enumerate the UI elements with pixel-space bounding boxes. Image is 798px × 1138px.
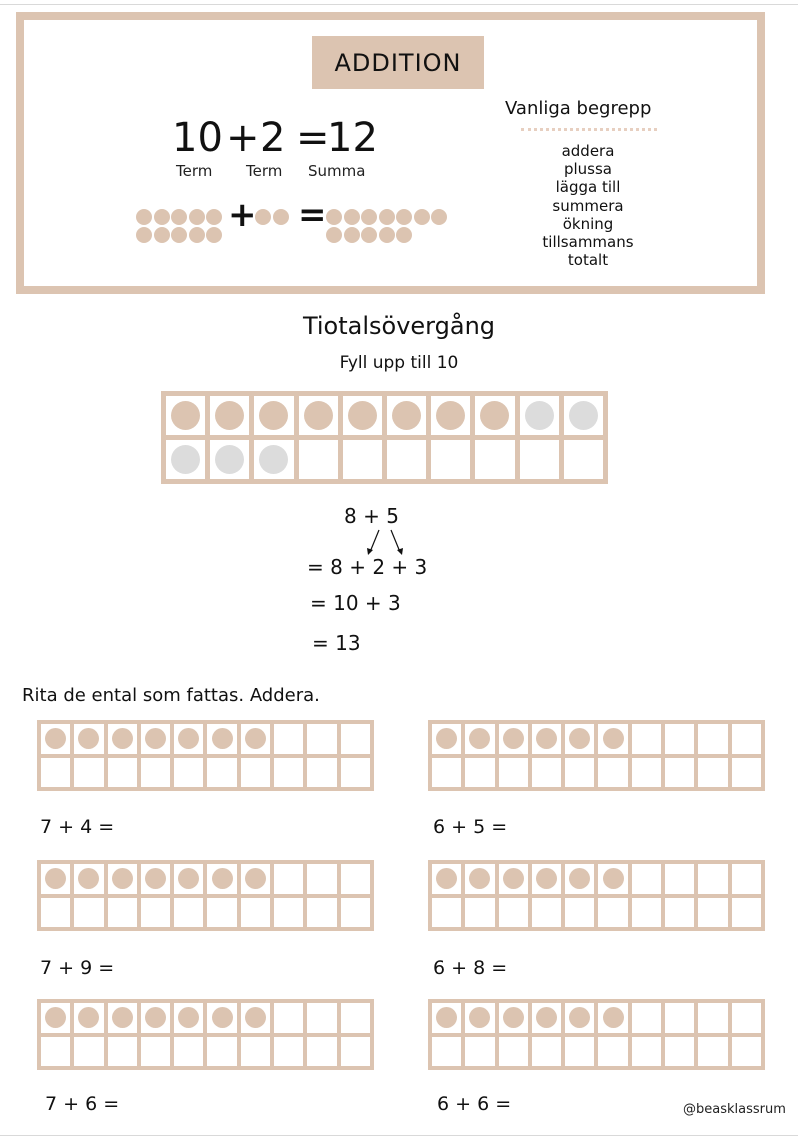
exercise-frame-cell [41,898,70,928]
exercise-frame-cell [465,864,494,894]
exercise-frame-cell [499,1037,528,1067]
exercise-frame-cell [598,758,627,788]
counter [112,728,133,749]
exercise-frame-cell [274,898,303,928]
exercise-frame-cell [307,758,336,788]
exercise-frame-cell [141,724,170,754]
counter [178,728,199,749]
exercise-frame-cell [632,864,661,894]
counter [569,1007,590,1028]
vocabulary-list [508,142,668,269]
added-counter [171,445,200,474]
exercise-frame-cell [207,898,236,928]
exercise-frame-cell [341,898,370,928]
exercise-frame-cell [732,758,761,788]
exercise-frame-cell [732,1037,761,1067]
exercise-frame-cell [108,758,137,788]
exercise-frame-cell [108,724,137,754]
vocabulary-divider [521,128,657,131]
exercise-frame-cell [207,864,236,894]
exercise-frame-cell [241,758,270,788]
exercise-frame-cell [532,1037,561,1067]
counter [112,868,133,889]
added-counter [525,401,554,430]
exercise-frame-cell [432,758,461,788]
example-line-1: 8 + 5 [344,504,399,528]
counter [45,868,66,889]
exercise-frame-cell [465,724,494,754]
exercise-problem: 6 + 8 = [433,957,508,979]
example-frame-cell [299,440,338,479]
exercise-frame-cell [307,1003,336,1033]
equation-sum: 12 [327,115,378,161]
counter [178,868,199,889]
exercise-frame-cell [665,864,694,894]
vocabulary-word: lägga till [555,178,621,197]
exercise-frame-cell [532,724,561,754]
dot-model-equals: = [298,195,327,235]
exercise-frame-cell [307,724,336,754]
exercise-frame-cell [241,724,270,754]
exercise-frame-cell [174,724,203,754]
exercise-frame-cell [274,864,303,894]
exercise-frame-cell [465,1003,494,1033]
exercise-ten-frame [428,999,765,1070]
counter [178,1007,199,1028]
exercise-frame-cell [207,1003,236,1033]
exercise-frame-cell [108,898,137,928]
exercise-frame-cell [41,724,70,754]
added-counter [215,445,244,474]
exercise-frame-cell [698,1003,727,1033]
exercise-frame-cell [108,1037,137,1067]
counter [78,728,99,749]
exercise-frame-cell [141,1037,170,1067]
counter [503,868,524,889]
exercise-frame-cell [732,724,761,754]
term2-dot [255,209,271,225]
example-line-3: = 10 + 3 [310,591,401,615]
example-frame-cell [475,440,514,479]
exercise-frame-cell [632,724,661,754]
exercise-frame-cell [499,864,528,894]
counter [480,401,509,430]
exercise-frame-cell [174,758,203,788]
example-line-2: = 8 + 2 + 3 [307,555,428,579]
sum-dot [431,209,447,225]
exercise-frame-cell [174,898,203,928]
section-title: Tiotalsövergång [302,312,496,340]
example-frame-cell [387,396,426,435]
exercise-frame-cell [565,898,594,928]
counter [469,728,490,749]
exercise-frame-cell [598,724,627,754]
counter [436,401,465,430]
exercise-frame-cell [465,758,494,788]
exercise-frame-cell [207,724,236,754]
exercise-frame-cell [274,1003,303,1033]
example-frame-cell [520,440,559,479]
exercise-frame-cell [141,758,170,788]
exercise-frame-cell [665,1003,694,1033]
vocabulary-word: plussa [563,160,613,179]
term1-dot [189,227,205,243]
sum-dot [344,209,360,225]
counter [145,1007,166,1028]
example-frame-cell [254,396,293,435]
exercise-frame-cell [598,864,627,894]
exercise-frame-cell [499,898,528,928]
exercise-frame-cell [141,1003,170,1033]
term1-dot [136,209,152,225]
term1-dot [136,227,152,243]
exercise-frame-cell [41,1037,70,1067]
exercise-frame-cell [141,898,170,928]
exercise-frame-cell [665,898,694,928]
exercise-frame-cell [632,898,661,928]
exercise-frame-cell [665,1037,694,1067]
example-frame-cell [564,396,603,435]
counter [436,728,457,749]
exercise-instruction: Rita de ental som fattas. Addera. [22,685,320,706]
exercise-frame-cell [241,898,270,928]
counter [348,401,377,430]
exercise-frame-cell [432,1037,461,1067]
exercise-frame-cell [698,898,727,928]
equation-term2: 2 [260,115,286,161]
counter [503,728,524,749]
exercise-frame-cell [341,1037,370,1067]
exercise-frame-cell [732,898,761,928]
top-rule [0,4,798,5]
counter [78,868,99,889]
exercise-frame-cell [41,758,70,788]
counter [503,1007,524,1028]
exercise-frame-cell [632,758,661,788]
exercise-frame-cell [598,1003,627,1033]
exercise-frame-cell [499,724,528,754]
counter [245,1007,266,1028]
exercise-frame-cell [307,1037,336,1067]
exercise-frame-cell [141,864,170,894]
exercise-frame-cell [598,898,627,928]
term1-dot [154,209,170,225]
sum-dot [396,227,412,243]
example-line-4: = 13 [312,631,361,655]
counter [469,868,490,889]
vocabulary-word: addera [561,142,615,160]
counter [78,1007,99,1028]
exercise-frame-cell [74,864,103,894]
counter [212,868,233,889]
exercise-frame-cell [307,898,336,928]
exercise-frame-cell [698,1037,727,1067]
exercise-frame-cell [174,1037,203,1067]
page-title: ADDITION [312,36,484,89]
exercise-frame-cell [241,1037,270,1067]
example-frame-cell [166,396,205,435]
exercise-frame-cell [41,1003,70,1033]
exercise-frame-cell [241,864,270,894]
exercise-frame-cell [565,1003,594,1033]
vocabulary-word: tillsammans [542,233,634,252]
counter [536,1007,557,1028]
counter [245,868,266,889]
example-frame-cell [387,440,426,479]
exercise-frame-cell [499,1003,528,1033]
sum-dot [326,209,342,225]
sum-dot [379,227,395,243]
counter [212,1007,233,1028]
exercise-problem: 6 + 6 = [437,1093,512,1115]
example-frame-cell [299,396,338,435]
exercise-frame-cell [274,724,303,754]
exercise-frame-cell [307,864,336,894]
exercise-frame-cell [74,758,103,788]
counter [569,868,590,889]
example-ten-frame [161,391,608,484]
vocabulary-word: summera [552,196,624,215]
exercise-frame-cell [174,864,203,894]
exercise-frame-cell [598,1037,627,1067]
example-frame-cell [166,440,205,479]
exercise-frame-cell [465,898,494,928]
example-frame-cell [564,440,603,479]
exercise-frame-cell [698,864,727,894]
sum-dot [414,209,430,225]
example-frame-cell [431,396,470,435]
counter [603,868,624,889]
counter [603,1007,624,1028]
exercise-frame-cell [108,1003,137,1033]
sum-dot [379,209,395,225]
counter [536,868,557,889]
label-term1: Term [176,162,213,180]
counter [436,868,457,889]
exercise-frame-cell [274,758,303,788]
term1-dot [206,227,222,243]
exercise-frame-cell [432,1003,461,1033]
exercise-frame-cell [532,864,561,894]
equation-term1: 10 [172,115,223,161]
exercise-ten-frame [428,720,765,791]
example-frame-cell [475,396,514,435]
section-subtitle: Fyll upp till 10 [339,353,459,373]
counter [536,728,557,749]
exercise-frame-cell [499,758,528,788]
exercise-frame-cell [341,864,370,894]
sum-dot [361,209,377,225]
term1-dot [171,227,187,243]
example-frame-cell [343,440,382,479]
exercise-frame-cell [241,1003,270,1033]
exercise-frame-cell [698,724,727,754]
exercise-problem: 6 + 5 = [433,816,508,838]
exercise-frame-cell [174,1003,203,1033]
sum-dot [344,227,360,243]
exercise-frame-cell [432,864,461,894]
exercise-frame-cell [532,1003,561,1033]
term1-dot [171,209,187,225]
counter [145,868,166,889]
exercise-frame-cell [632,1037,661,1067]
exercise-frame-cell [74,724,103,754]
sum-dot [361,227,377,243]
exercise-frame-cell [732,864,761,894]
counter [45,1007,66,1028]
bottom-rule [0,1135,798,1136]
exercise-frame-cell [341,724,370,754]
exercise-frame-cell [465,1037,494,1067]
counter [603,728,624,749]
term2-dot [273,209,289,225]
exercise-frame-cell [341,1003,370,1033]
exercise-frame-cell [532,758,561,788]
label-term2: Term [246,162,283,180]
vocabulary-title: Vanliga begrepp [505,98,652,119]
credit: @beasklassrum [683,1102,786,1117]
term1-dot [189,209,205,225]
vocabulary-word: ökning [562,214,614,233]
equation-equals: = [296,115,330,161]
exercise-frame-cell [532,898,561,928]
exercise-frame-cell [341,758,370,788]
exercise-frame-cell [207,758,236,788]
exercise-problem: 7 + 4 = [40,816,115,838]
exercise-frame-cell [732,1003,761,1033]
exercise-frame-cell [665,758,694,788]
term1-dot [206,209,222,225]
exercise-frame-cell [74,898,103,928]
exercise-ten-frame [37,999,374,1070]
counter [259,401,288,430]
equation-plus: + [226,115,260,161]
exercise-ten-frame [37,720,374,791]
exercise-frame-cell [108,864,137,894]
exercise-frame-cell [565,864,594,894]
counter [436,1007,457,1028]
split-arrows [360,528,410,558]
counter [304,401,333,430]
exercise-frame-cell [565,724,594,754]
exercise-frame-cell [41,864,70,894]
exercise-frame-cell [698,758,727,788]
label-sum: Summa [308,162,366,180]
counter [469,1007,490,1028]
example-frame-cell [431,440,470,479]
counter [215,401,244,430]
counter [245,728,266,749]
added-counter [259,445,288,474]
sum-dot [326,227,342,243]
exercise-frame-cell [565,758,594,788]
counter [171,401,200,430]
exercise-frame-cell [74,1003,103,1033]
exercise-frame-cell [274,1037,303,1067]
counter [112,1007,133,1028]
dot-model-plus: + [228,195,257,235]
exercise-problem: 7 + 6 = [45,1093,120,1115]
counter [392,401,421,430]
sum-dot [396,209,412,225]
added-counter [569,401,598,430]
exercise-frame-cell [207,1037,236,1067]
exercise-frame-cell [665,724,694,754]
example-frame-cell [343,396,382,435]
exercise-frame-cell [565,1037,594,1067]
exercise-frame-cell [432,724,461,754]
exercise-frame-cell [632,1003,661,1033]
counter [569,728,590,749]
example-frame-cell [210,396,249,435]
term1-dot [154,227,170,243]
counter [212,728,233,749]
exercise-ten-frame [428,860,765,931]
example-frame-cell [254,440,293,479]
vocabulary-word: totalt [567,251,609,270]
example-frame-cell [520,396,559,435]
exercise-frame-cell [74,1037,103,1067]
example-frame-cell [210,440,249,479]
counter [45,728,66,749]
counter [145,728,166,749]
exercise-frame-cell [432,898,461,928]
exercise-problem: 7 + 9 = [40,957,115,979]
exercise-ten-frame [37,860,374,931]
